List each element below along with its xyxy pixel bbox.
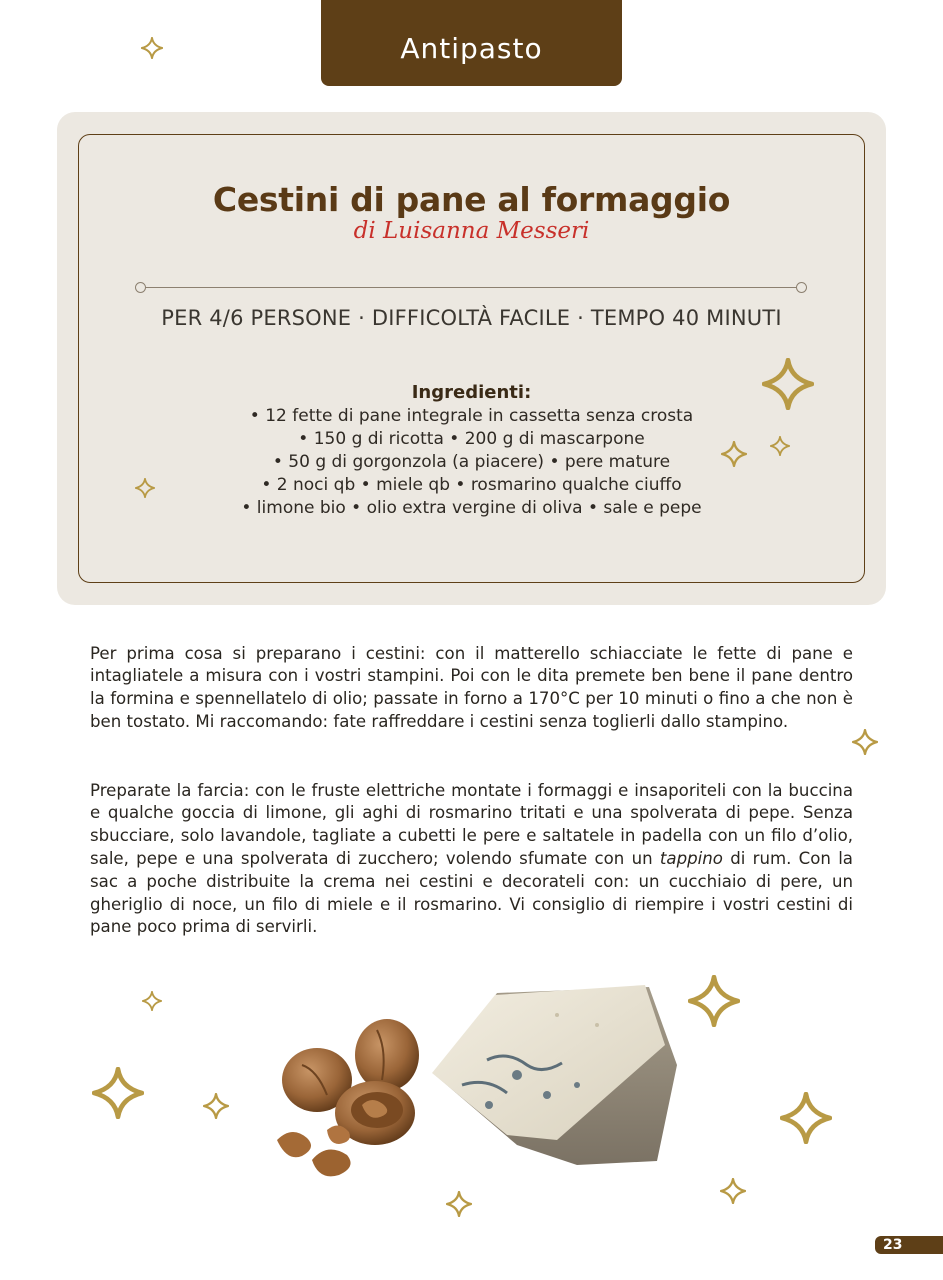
ingredient-line: • 12 fette di pane integrale in cassetta senza crosta — [249, 406, 694, 426]
paragraph-text: di rum. Con la sac a poche distribuite la crema nei cestini e decorateli con: un cucchiaio di pere, un gheriglio di noce, un filo di miele e il rosmarino. Vi consiglio di riempire i vostri cestini di pane poco prima di servirli. — [90, 848, 853, 937]
ingredient-line: • limone bio • olio extra vergine di oliva • sale e pepe — [241, 498, 702, 518]
star-icon — [770, 436, 790, 456]
divider-dot-left — [135, 282, 146, 293]
page-number: 23 — [875, 1236, 943, 1254]
recipe-title: Cestini di pane al formaggio — [212, 180, 731, 219]
instructions-paragraph-2 — [90, 780, 853, 940]
divider-dot-right — [796, 282, 807, 293]
star-icon — [720, 1178, 746, 1204]
divider — [140, 287, 802, 288]
ingredient-line: • 50 g di gorgonzola (a piacere) • pere mature — [272, 452, 671, 472]
section-tab — [321, 0, 622, 86]
ingredients-list — [0, 405, 943, 520]
ingredient-line: • 2 noci qb • miele qb • rosmarino qualche ciuffo — [261, 475, 682, 495]
ingredient-line: • 150 g di ricotta • 200 g di mascarpone — [298, 429, 645, 449]
star-icon — [780, 1092, 832, 1144]
star-icon — [135, 478, 155, 498]
star-icon — [721, 441, 747, 467]
paragraph-text: Preparate la farcia: con le fruste elettriche montate i formaggi e insaporiteli con la buccina e qualche goccia di limone, gli aghi di rosmarino tritati e una spolverata di pepe. Senza sbucciare, solo lavandole, tagliate a cubetti le pere e saltatele in padella con un filo d’olio, sale, pepe e una spolverata di zucchero; volendo sfumate con un — [90, 780, 853, 868]
section-label: Antipasto — [400, 31, 543, 65]
instructions-paragraph-1: Per prima cosa si preparano i cestini: con il matterello schiacciate le fette di pane e intagliatele a misura con i vostri stampini. Poi con le dita premete ben bene il pane dentro la formina e spennellatelo di olio; passate in forno a 170°C per 10 minuti o fino a che non è ben tostato. Mi raccomando: fate raffreddare i cestini senza toglierli dallo stampino. — [90, 643, 853, 731]
star-icon — [446, 1191, 472, 1217]
star-icon — [203, 1093, 229, 1119]
ingredients-heading: Ingredienti: — [411, 382, 532, 403]
recipe-meta: PER 4/6 PERSONE · DIFFICOLTÀ FACILE · TEMPO 40 MINUTI — [161, 306, 782, 330]
star-icon — [688, 975, 740, 1027]
star-icon — [141, 37, 163, 59]
walnuts-and-gorgonzola-image — [257, 965, 687, 1215]
star-icon — [762, 358, 814, 410]
paragraph-italic: tappino — [659, 848, 723, 868]
recipe-author: di Luisanna Messeri — [353, 218, 590, 244]
star-icon — [92, 1067, 144, 1119]
star-icon — [142, 991, 162, 1011]
star-icon — [852, 729, 878, 755]
